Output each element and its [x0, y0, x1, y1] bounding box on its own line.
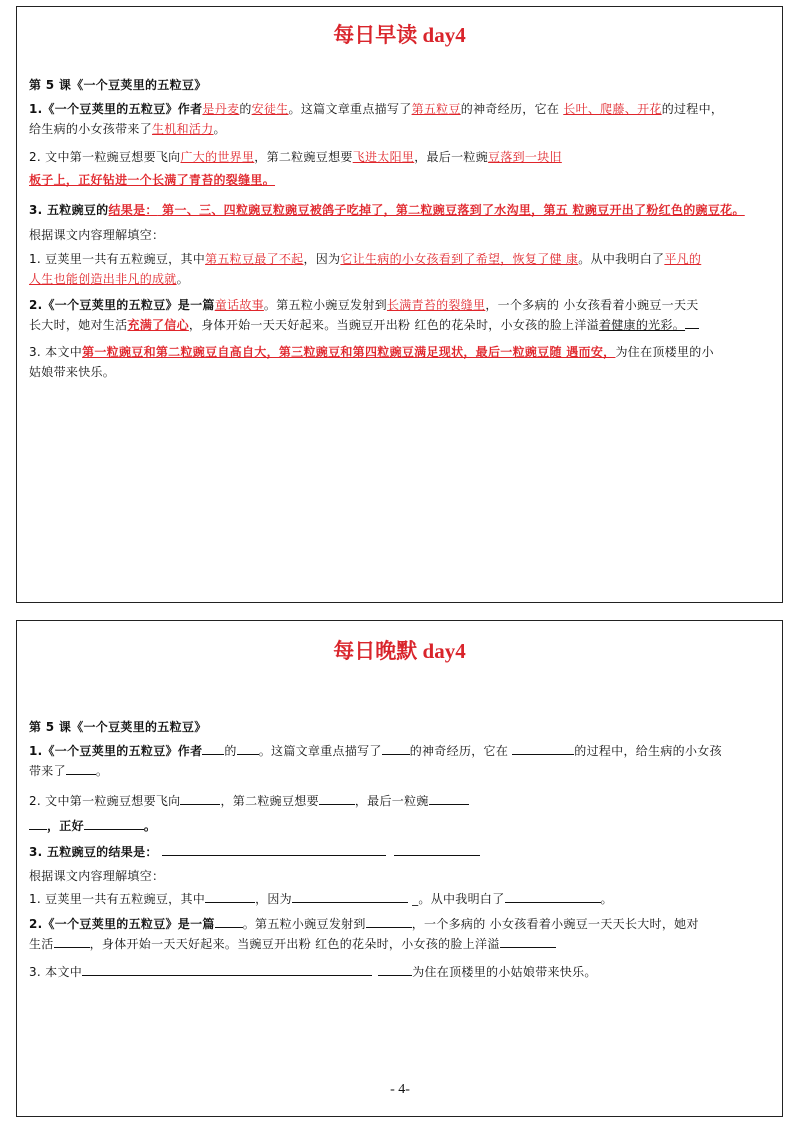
eq1-blank-3[interactable] — [382, 742, 410, 755]
es2-text-1: 2.《一个豆荚里的五粒豆》是一篇 — [29, 917, 215, 931]
s1-text-4: 。 — [176, 272, 189, 286]
eq1-blank-4[interactable] — [512, 742, 574, 755]
q2-text-2: ，第二粒豌豆想要 — [254, 150, 353, 164]
eq2-blank-4[interactable] — [29, 817, 47, 830]
es3-blank-2[interactable] — [378, 963, 412, 976]
q1-text-6: 给生病的小女孩带来了 — [29, 122, 153, 136]
q1-text-5: 的过程中， — [661, 102, 724, 116]
eq1-text-6: 带来了 — [29, 764, 66, 778]
es2-blank-4[interactable] — [500, 935, 556, 948]
evening-s2 — [29, 914, 772, 954]
s2-text-2: 。第五粒小豌豆发射到 — [263, 298, 387, 312]
morning-reading-panel — [16, 6, 783, 603]
es3-blank-1[interactable] — [82, 963, 372, 976]
es2-blank-3[interactable] — [54, 935, 90, 948]
s2-answer-1: 童话故事 — [214, 298, 264, 312]
es1-blank-3[interactable] — [505, 890, 601, 903]
eq3-blank-2[interactable] — [394, 843, 480, 856]
q1-answer-2: 安徒生 — [251, 102, 289, 116]
s1-answer-3: 平凡的 — [664, 252, 702, 266]
es3-text-1: 3. 本文中 — [29, 965, 83, 979]
morning-title: 每日早读 day4 — [333, 23, 466, 47]
q1-text-2: 的 — [239, 102, 252, 116]
s2-text-4: 长大时，她对生活 — [29, 318, 128, 332]
morning-q3 — [29, 200, 772, 220]
s1-answer-4: 人生也能创造出非凡的成就 — [29, 272, 177, 286]
eq3-text-1: 3. 五粒豌豆的结果是： — [29, 845, 158, 859]
q1-text-4: 的神奇经历，它在 — [460, 102, 564, 116]
evening-s3 — [29, 962, 772, 982]
eq2-text-4: ，正好 — [47, 819, 84, 833]
es2-text-3: ，一个多病的 小女孩看着小豌豆一天天长大时，她对 — [411, 917, 699, 931]
eq2-text-1: 2. 文中第一粒豌豆想要飞向 — [29, 794, 181, 808]
eq2-text-3: ，最后一粒豌 — [354, 794, 429, 808]
eq1-blank-1[interactable] — [202, 742, 224, 755]
eq2-text-2: ，第二粒豌豆想要 — [220, 794, 319, 808]
q1-text-1: 1.《一个豆荚里的五粒豆》作者 — [29, 102, 203, 116]
es2-blank-1[interactable] — [215, 915, 243, 928]
eq2-blank-1[interactable] — [180, 792, 220, 805]
morning-lesson-heading: 第 5 课《一个豆荚里的五粒豆》 — [29, 78, 207, 92]
eq2-blank-3[interactable] — [429, 792, 469, 805]
evening-instruction: 根据课文内容理解填空： — [29, 869, 165, 883]
evening-dictation-panel — [16, 620, 783, 1117]
q1-text-3: 。这篇文章重点描写了 — [288, 102, 412, 116]
s3-text-2: 为住在顶楼里的小 — [615, 345, 714, 359]
s2-answer-3: 充满了信心 — [127, 318, 189, 332]
eq1-text-3: 。这篇文章重点描写了 — [258, 744, 382, 758]
s2-answer-2: 长满青苔的裂缝里 — [386, 298, 486, 312]
page-number: - 4- — [390, 1082, 410, 1097]
s2-text-5: ，身体开始一天天好起来。当豌豆开出粉 红色的花朵时，小女孩的脸上洋溢 — [188, 318, 599, 332]
q1-answer-5: 生机和活力 — [152, 122, 214, 136]
q3-answer-2: 第一、三、四粒豌豆粒豌豆被鸽子吃掉了，第二粒豌豆落到了水沟里，第五 粒豌豆开出了粉红色的豌豆花。 — [157, 203, 745, 217]
q1-answer-4: 长叶、爬藤、开花 — [563, 102, 662, 116]
morning-q2 — [29, 147, 772, 193]
q1-text-7: 。 — [213, 122, 226, 136]
es2-blank-2[interactable] — [366, 915, 412, 928]
q3-answer-1: 结果是： — [108, 203, 158, 217]
evening-q2 — [29, 791, 772, 841]
eq1-blank-2[interactable] — [237, 742, 259, 755]
morning-q1 — [29, 99, 772, 139]
morning-s3 — [29, 342, 772, 382]
q2-answer-2: 飞进太阳里 — [352, 150, 415, 164]
es3-text-2: 为住在顶楼里的小姑娘带来快乐。 — [412, 965, 597, 979]
morning-s2 — [29, 295, 772, 335]
es1-blank-1[interactable] — [205, 890, 255, 903]
q3-text-1: 3. 五粒豌豆的 — [29, 203, 109, 217]
eq2-blank-2[interactable] — [319, 792, 355, 805]
s3-text-3: 姑娘带来快乐。 — [29, 365, 116, 379]
eq1-text-1: 1.《一个豆荚里的五粒豆》作者 — [29, 744, 203, 758]
s2-text-1: 2.《一个豆荚里的五粒豆》是一篇 — [29, 298, 215, 312]
es1-text-3: _。从中我明白了 — [412, 892, 505, 906]
es2-text-5: ，身体开始一天天好起来。当豌豆开出粉 红色的花朵时，小女孩的脸上洋溢 — [89, 937, 500, 951]
q1-answer-1: 是丹麦 — [202, 102, 240, 116]
es1-blank-2[interactable] — [292, 890, 408, 903]
eq1-text-2: 的 — [224, 744, 237, 758]
eq1-text-7: 。 — [95, 764, 109, 778]
q1-answer-3: 第五粒豆 — [411, 102, 461, 116]
evening-q1 — [29, 741, 772, 781]
q2-answer-3: 豆落到一块旧 — [488, 150, 562, 164]
evening-q3 — [29, 842, 772, 862]
es1-text-4: 。 — [600, 892, 613, 906]
q2-answer-1: 广大的世界里 — [180, 150, 255, 164]
evening-s1 — [29, 889, 772, 909]
q2-answer-4: 板子上，正好钻进一个长满了青苔的裂缝里。 — [29, 173, 276, 187]
s1-text-2: ，因为 — [303, 252, 341, 266]
eq1-text-4: 的神奇经历，它在 — [409, 744, 513, 758]
es2-text-2: 。第五粒小豌豆发射到 — [242, 917, 366, 931]
s1-answer-1: 第五粒豆最了不起 — [205, 252, 304, 266]
evening-lesson-heading: 第 5 课《一个豆荚里的五粒豆》 — [29, 720, 207, 734]
s2-answer-4: 着健康的光彩。 — [598, 318, 686, 332]
es1-text-2: ，因为 — [255, 892, 292, 906]
es2-text-4: 生活 — [29, 937, 54, 951]
eq1-blank-5[interactable] — [66, 762, 96, 775]
q2-text-3: ，最后一粒豌 — [414, 150, 489, 164]
s3-answer-1: 第一粒豌豆和第二粒豌豆自高自大，第三粒豌豆和第四粒豌豆满足现状，最后一粒豌豆随 遇而安， — [82, 345, 616, 359]
s1-text-1: 1. 豆荚里一共有五粒豌豆，其中 — [29, 252, 206, 266]
morning-instruction: 根据课文内容理解填空： — [29, 228, 165, 242]
evening-title: 每日晚默 day4 — [333, 639, 466, 663]
q2-text-1: 2. 文中第一粒豌豆想要飞向 — [29, 150, 181, 164]
eq2-text-5: 。 — [143, 819, 157, 833]
s1-answer-2: 它让生病的小女孩看到了希望，恢复了健 康 — [340, 252, 579, 266]
s1-text-3: 。从中我明白了 — [578, 252, 665, 266]
es1-text-1: 1. 豆荚里一共有五粒豌豆，其中 — [29, 892, 206, 906]
s2-trailing-blank — [685, 316, 699, 329]
eq1-text-5: 的过程中，给生病的小女孩 — [574, 744, 722, 758]
morning-s1 — [29, 249, 772, 289]
eq3-blank-1[interactable] — [162, 843, 386, 856]
s2-text-3: ，一个多病的 小女孩看着小豌豆一天天 — [485, 298, 699, 312]
eq2-blank-5[interactable] — [84, 817, 144, 830]
s3-text-1: 3. 本文中 — [29, 345, 83, 359]
